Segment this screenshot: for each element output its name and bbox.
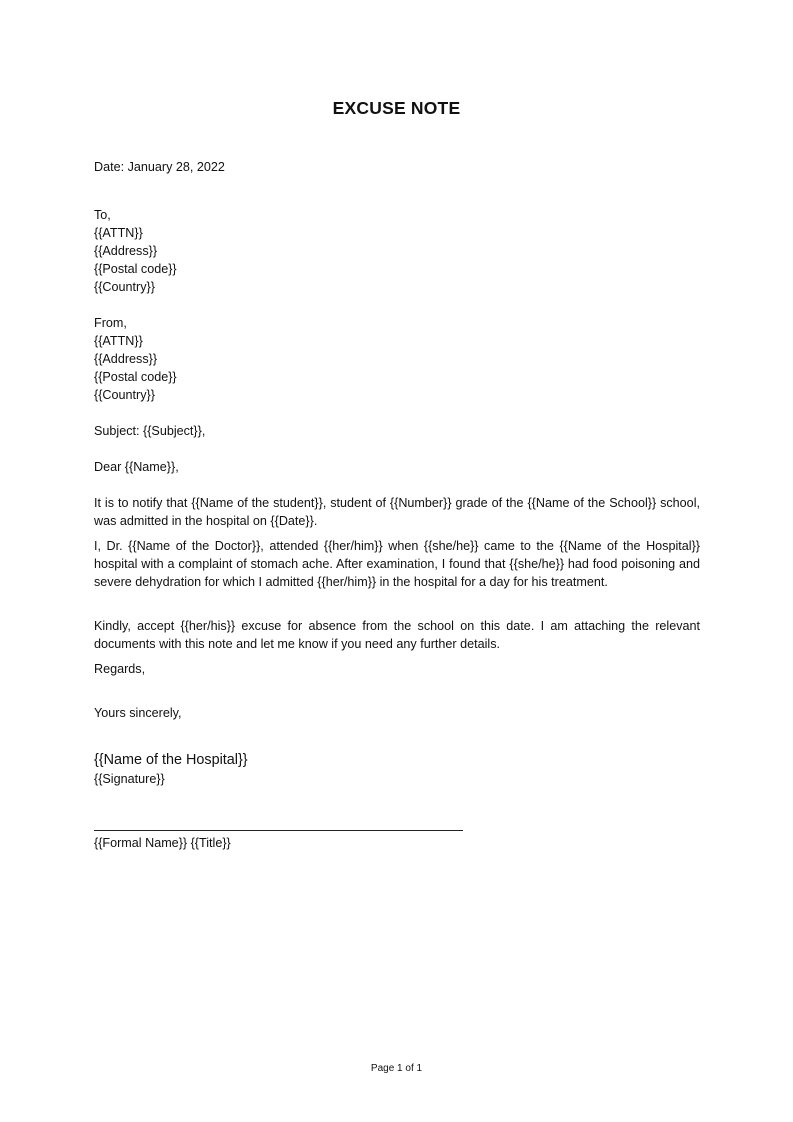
from-postal-code: {{Postal code}}: [94, 370, 177, 384]
signature-rule: [94, 830, 463, 831]
salutation: Dear {{Name}},: [94, 460, 179, 474]
paragraph-doctor-statement: I, Dr. {{Name of the Doctor}}, attended {{her/him}} when {{she/he}} came to the {{Name of the Hospital}} hospital with a complaint of stomach ache. After examination, I found that {{she/he}} had food poisoning and severe dehydration for which I admitted {{her/him}} in the hospital for a day for his treatment.: [94, 539, 700, 589]
subject-line: Subject: {{Subject}},: [94, 424, 206, 438]
signature-placeholder: {{Signature}}: [94, 772, 165, 786]
to-address: {{Address}}: [94, 244, 158, 258]
date-line: Date: January 28, 2022: [94, 160, 225, 174]
from-address: {{Address}}: [94, 352, 158, 366]
page-footer: Page 1 of 1: [370, 1063, 423, 1074]
closing-line: Yours sincerely,: [94, 706, 182, 720]
from-heading: From,: [94, 316, 127, 330]
to-attn: {{ATTN}}: [94, 226, 143, 240]
from-attn: {{ATTN}}: [94, 334, 143, 348]
regards-line: Regards,: [94, 662, 146, 676]
formal-name-title: {{Formal Name}} {{Title}}: [94, 836, 231, 850]
paragraph-notification: It is to notify that {{Name of the student}}, student of {{Number}} grade of the {{Name of the School}} school, was admitted in the hospital on {{Date}}.: [94, 496, 700, 528]
to-country: {{Country}}: [94, 280, 155, 294]
to-heading: To,: [94, 208, 111, 222]
from-country: {{Country}}: [94, 388, 155, 402]
paragraph-request: Kindly, accept {{her/his}} excuse for absence from the school on this date. I am attaching the relevant documents with this note and let me know if you need any further details.: [94, 619, 700, 651]
document-title: EXCUSE NOTE: [332, 98, 461, 118]
to-postal-code: {{Postal code}}: [94, 262, 177, 276]
hospital-name: {{Name of the Hospital}}: [94, 752, 248, 768]
